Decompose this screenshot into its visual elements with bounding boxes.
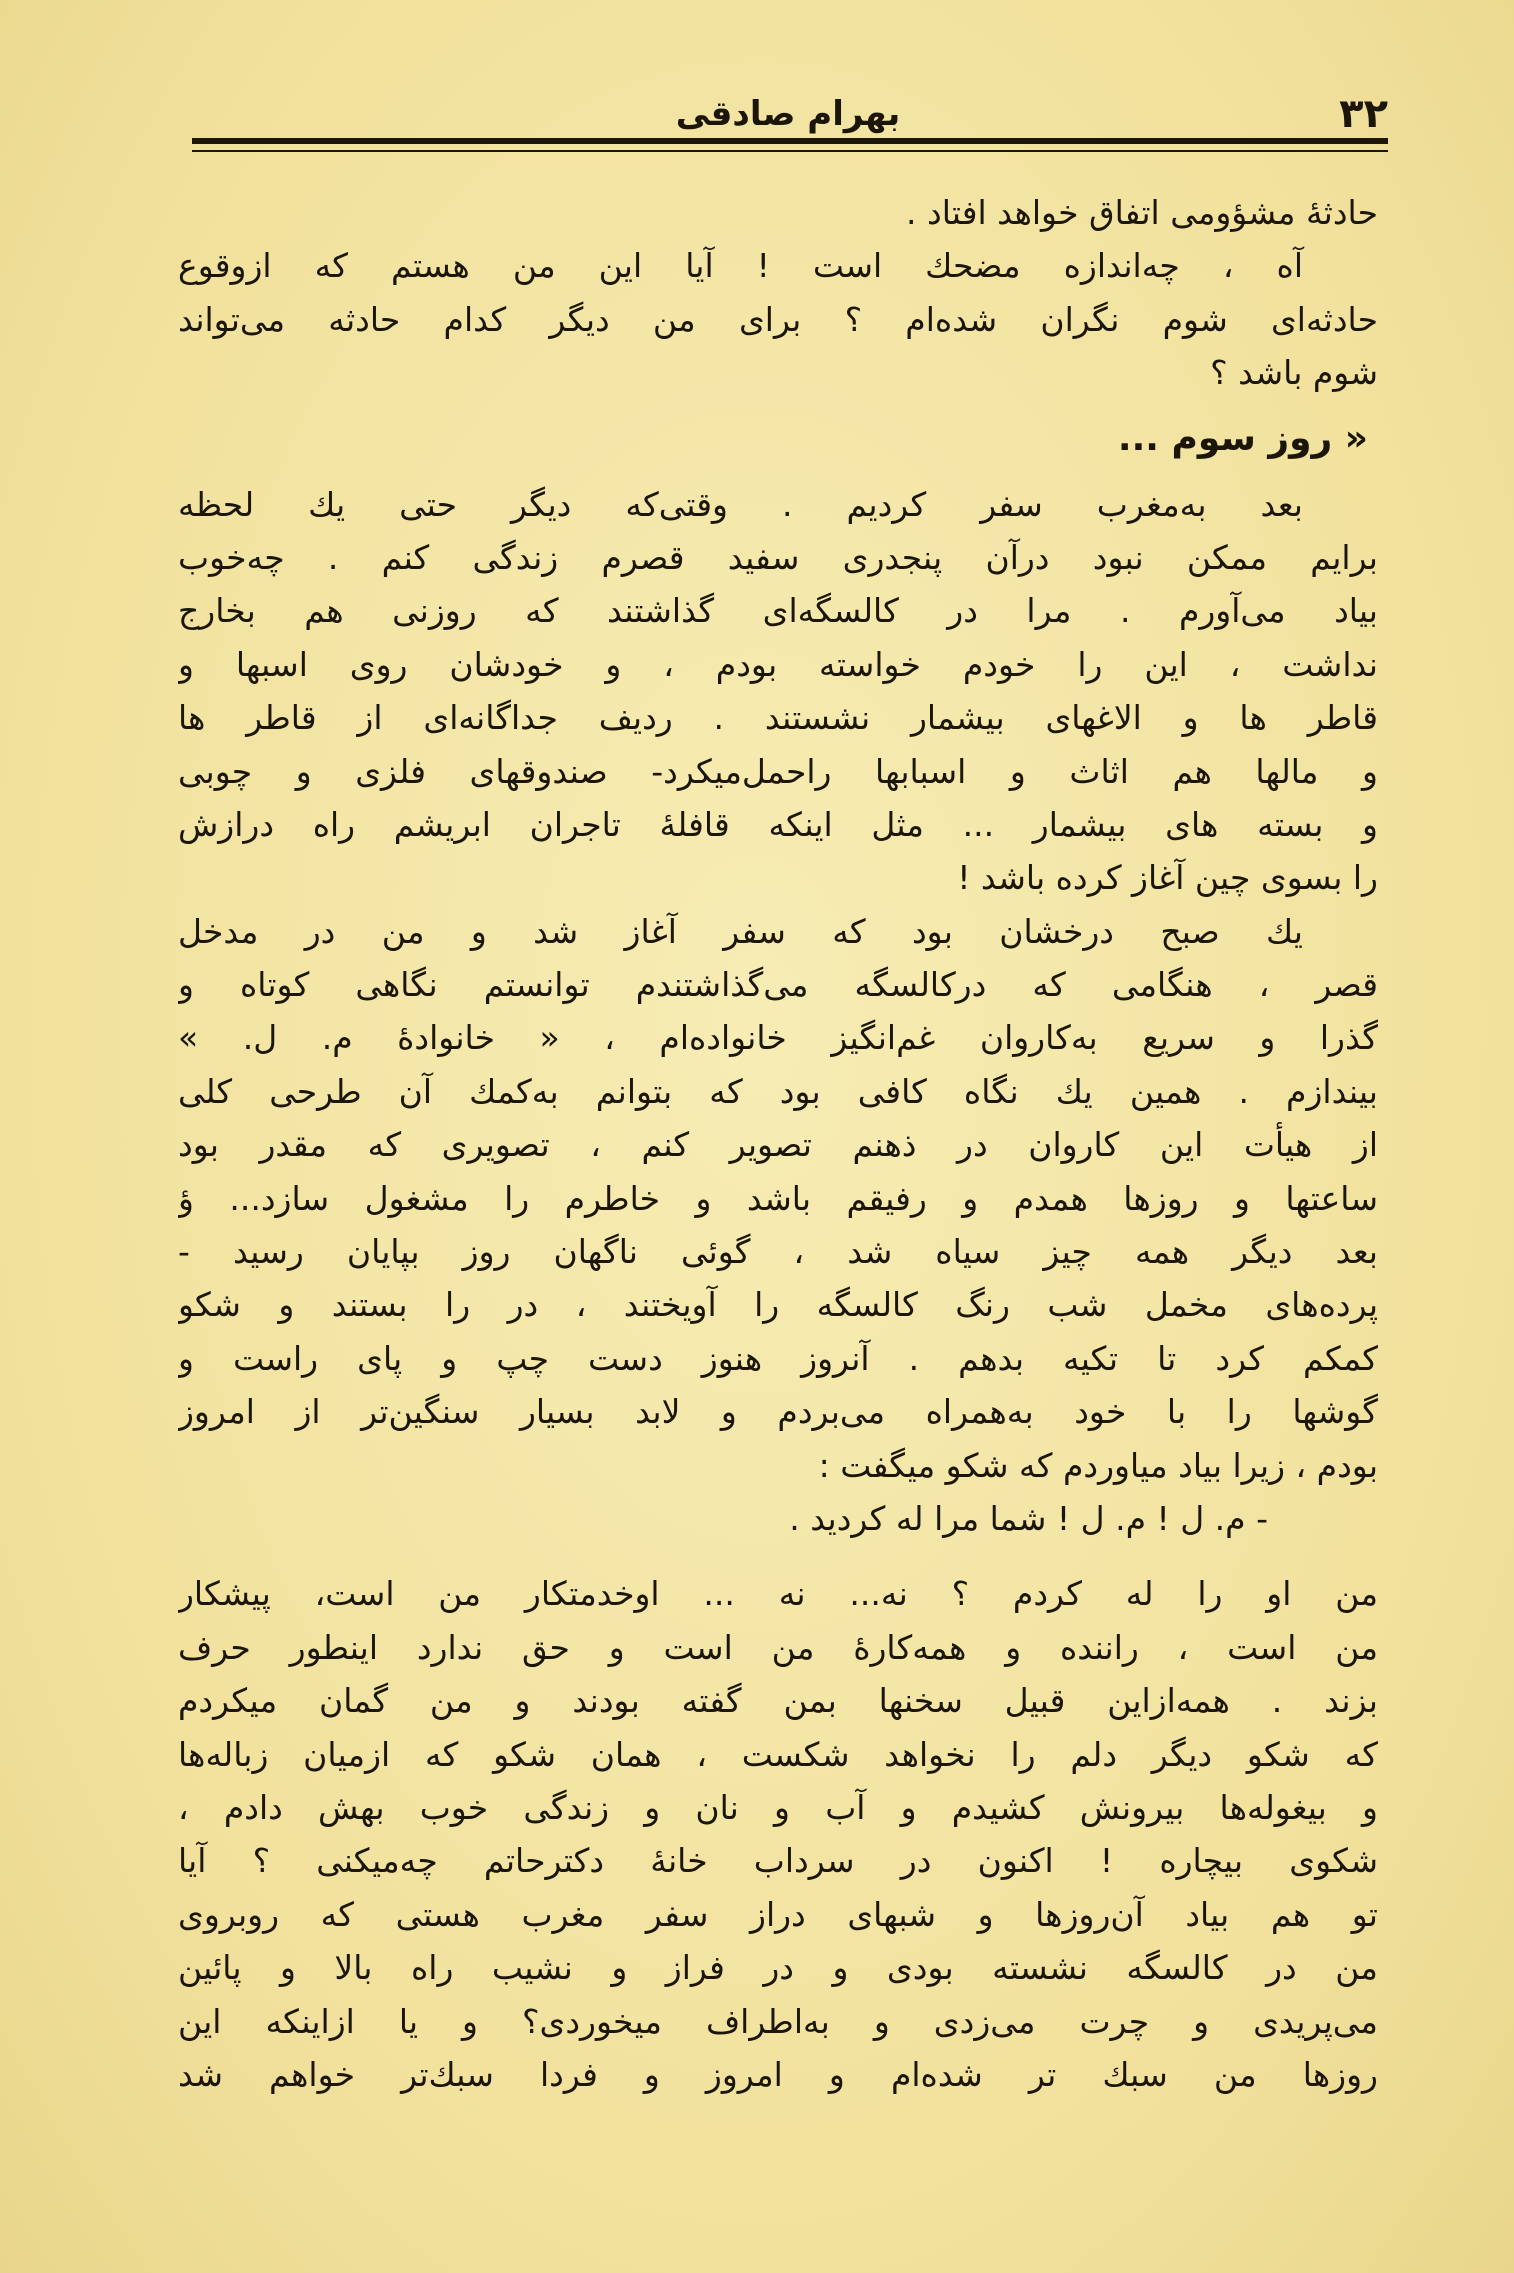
text-line: گذرا و سریع به‌کاروان غم‌انگیز خانواده‌ام ، « خانوادهٔ م. ل. » bbox=[178, 1018, 1378, 1058]
page-header bbox=[188, 84, 1388, 144]
paragraph-gap bbox=[178, 1545, 1378, 1567]
text-line: آه ، چه‌اندازه مضحك است ! آیا این من هستم که ازوقوع bbox=[178, 246, 1303, 286]
text-line: برایم ممکن نبود درآن پنجدری سفید قصرم زندگی کنم . چه‌خوب bbox=[178, 537, 1378, 577]
text-line: ساعتها و روزها همدم و رفیقم باشد و خاطرم را مشغول سازد... ؤ bbox=[178, 1178, 1378, 1218]
text-line: بیندازم . همین یك نگاه کافی بود که بتوانم به‌کمك آن طرحی کلی bbox=[178, 1071, 1378, 1111]
text-line: نداشت ، این را خودم خواسته بودم ، و خودشان روی اسبها و bbox=[178, 644, 1378, 684]
text-line: من در کالسگه نشسته بودی و در فراز و نشیب راه بالا و پائین bbox=[178, 1948, 1378, 1988]
text-line: حادثه‌ای شوم نگران شده‌ام ؟ برای من دیگر کدام حادثه می‌تواند bbox=[178, 299, 1378, 339]
header-rule-thick bbox=[192, 138, 1388, 144]
text-line: قاطر ها و الاغهای بیشمار نشستند . ردیف جداگانه‌ای از قاطر ها bbox=[178, 698, 1378, 738]
text-line: من است ، راننده و همه‌کارهٔ من است و حق ندارد اینطور حرف bbox=[178, 1627, 1378, 1667]
paragraph-shako bbox=[178, 1567, 1378, 2101]
text-line: شوم باشد ؟ bbox=[1210, 353, 1378, 393]
body-text bbox=[178, 186, 1378, 2101]
text-line: بزند . همه‌ازاین قبیل سخنها بمن گفته بودند و من گمان میکردم bbox=[178, 1681, 1378, 1721]
paragraph-intro bbox=[178, 186, 1378, 400]
text-line: کمکم کرد تا تکیه بدهم . آنروز هنوز دست چپ و پای راست و bbox=[178, 1338, 1378, 1378]
text-line: تو هم بیاد آن‌روزها و شبهای دراز سفر مغرب هستی که روبروی bbox=[178, 1894, 1378, 1934]
text-line: شکوی بیچاره ! اکنون در سرداب خانهٔ دکترحاتم چه‌میکنی ؟ آیا bbox=[178, 1841, 1378, 1881]
text-line: و مالها هم اثاث و اسبابها راحمل‌میکرد- صندوقهای فلزی و چوبی bbox=[178, 751, 1378, 791]
text-line: حادثهٔ مشؤومی اتفاق خواهد افتاد . bbox=[906, 193, 1378, 232]
text-line: می‌پریدی و چرت می‌زدی و به‌اطراف میخوردی؟ و یا ازاینکه این bbox=[178, 2001, 1378, 2041]
text-line: که شکو دیگر دلم را نخواهد شکست ، همان شکو که ازمیان زباله‌ها bbox=[178, 1734, 1378, 1774]
text-line: را بسوی چین آغاز کرده باشد ! bbox=[957, 858, 1378, 898]
text-line: یك صبح درخشان بود که سفر آغاز شد و من در مدخل bbox=[178, 911, 1303, 951]
text-line: من او را له کردم ؟ نه... نه ... اوخدمتکار من است، پیشکار bbox=[178, 1574, 1378, 1614]
text-line: و بیغوله‌ها بیرونش کشیدم و آب و نان و زندگی خوب بهش دادم ، bbox=[178, 1787, 1378, 1827]
text-line: بودم ، زیرا بیاد میاوردم که شکو میگفت : bbox=[818, 1445, 1378, 1485]
text-line: قصر ، هنگامی که درکالسگه می‌گذاشتندم توانستم نگاهی کوتاه و bbox=[178, 965, 1378, 1005]
text-line: پرده‌های مخمل شب رنگ کالسگه را آویختند ، در را بستند و شکو bbox=[178, 1285, 1378, 1325]
text-line: گوشها را با خود به‌همراه می‌بردم و لابد بسیار سنگین‌تر از امروز bbox=[178, 1392, 1378, 1432]
text-line: بعد به‌مغرب سفر کردیم . وقتی‌که دیگر حتی یك لحظه bbox=[178, 484, 1303, 524]
page-number: ۳۲ bbox=[1339, 91, 1388, 137]
text-line: از هیأت این کاروان در ذهنم تصویر کنم ، تصویری که مقدر بود bbox=[178, 1125, 1378, 1165]
text-line: بعد دیگر همه چیز سیاه شد ، گوئی ناگهان روز بپایان رسید - bbox=[178, 1232, 1378, 1272]
text-line: بیاد می‌آورم . مرا در کالسگه‌ای گذاشتند که روزنی هم بخارج bbox=[178, 591, 1378, 631]
running-head: بهرام صادقی bbox=[675, 94, 901, 134]
quoted-speech-line: - م. ل ! م. ل ! شما مرا له کردید . bbox=[789, 1498, 1268, 1538]
text-line: روزها من سبك تر شده‌ام و امروز و فردا سبك‌تر خواهم شد bbox=[178, 2054, 1378, 2094]
header-rule-thin bbox=[192, 150, 1388, 152]
text-line: و بسته های بیشمار ... مثل اینکه قافلهٔ تاجران ابریشم راه درازش bbox=[178, 804, 1378, 844]
paragraph-journey bbox=[178, 478, 1378, 1546]
section-title: « روز سوم ... bbox=[1117, 417, 1368, 459]
